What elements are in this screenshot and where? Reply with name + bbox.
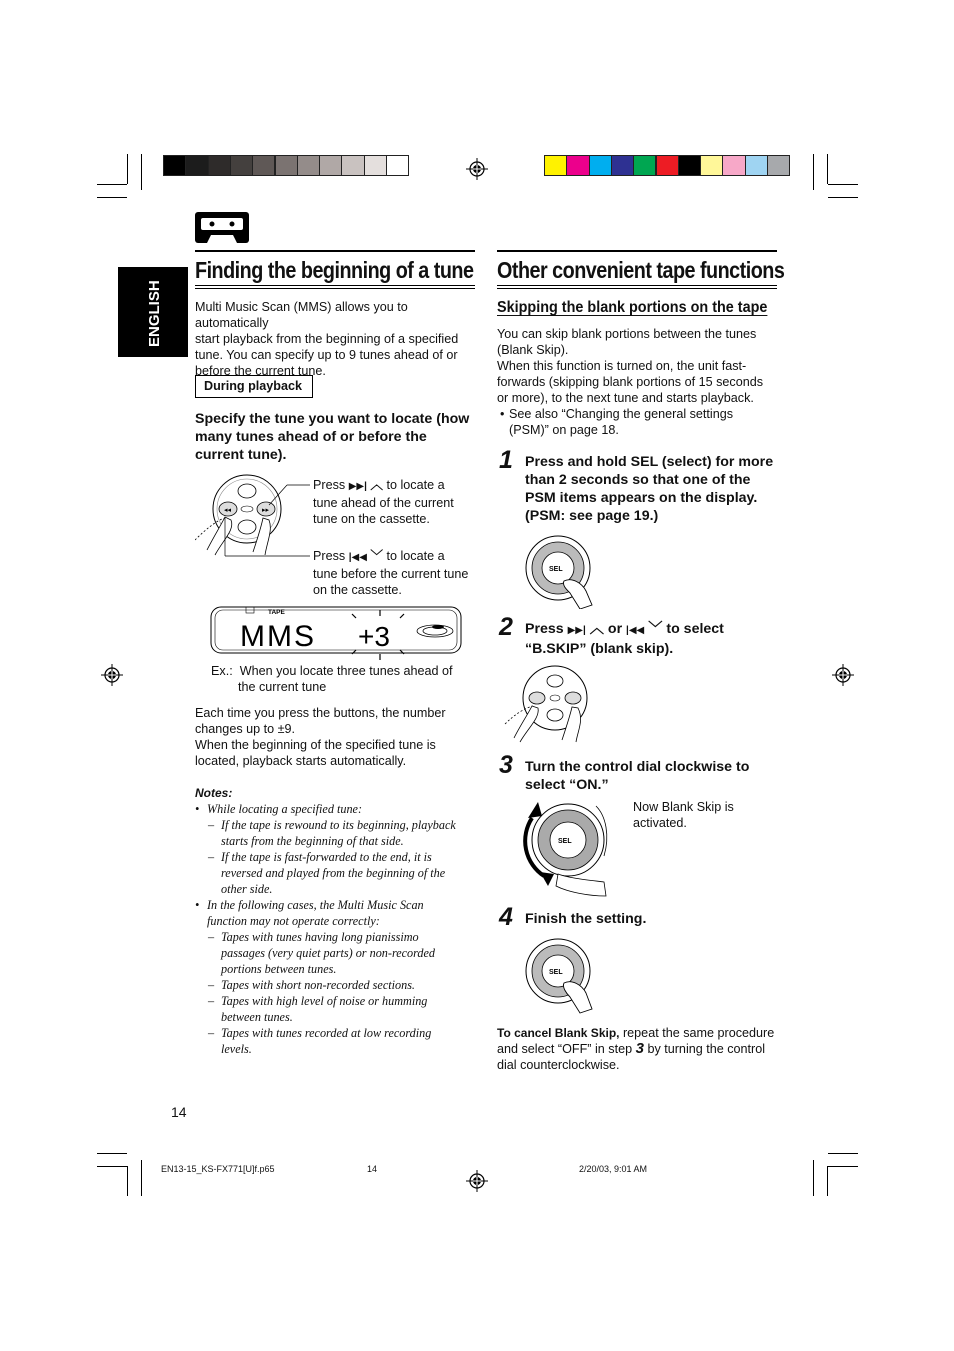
skip-button-cluster-illustration [195, 470, 310, 560]
color-swatch [678, 155, 701, 176]
crop-mark [97, 1166, 127, 1167]
title-underline [195, 288, 475, 289]
condition-box [195, 375, 313, 398]
display-main-text: MMS [240, 620, 316, 653]
cancel-instructions: To cancel Blank Skip, repeat the same procedure and select “OFF” in step 3 by turning the control dial counterclockwise. [497, 1026, 775, 1072]
language-tab-label: ENGLISH [146, 280, 163, 347]
crop-mark [97, 184, 127, 185]
registration-mark-icon [466, 1170, 488, 1192]
condition-label: During playback [204, 379, 302, 393]
dial-turn-clockwise-illustration [518, 796, 613, 900]
callout-back: Press |◀◀ ﹀ to locate a tune before the current tune on the cassette. [313, 549, 469, 597]
crop-mark [828, 1166, 858, 1167]
left-intro: Multi Music Scan (MMS) allows you to automatically start playback from the beginning of a specified tune. You can specify up to 9 tunes ahead of or before the current tune. [195, 300, 459, 378]
section-rule [497, 250, 777, 252]
color-swatch [633, 155, 656, 176]
note-item: • While locating a specified tune: [195, 802, 363, 816]
footer-date: 2/20/03, 9:01 AM [579, 1164, 648, 1174]
svg-text:SEL: SEL [549, 969, 563, 976]
section-rule [195, 250, 475, 252]
notes [195, 785, 480, 1057]
color-swatch [163, 155, 186, 176]
crop-mark [828, 184, 858, 185]
step-3-text: Turn the control dial clockwise to select “ON.” [525, 759, 750, 793]
crop-mark [828, 197, 858, 198]
next-track-icon: ▶▶| [567, 625, 586, 636]
crop-mark [141, 154, 142, 190]
note-item: • In the following cases, the Multi Music Scan function may not operate correctly: [195, 898, 424, 928]
tape-indicator: TAPE [268, 609, 285, 616]
up-caret-icon: ︿ [589, 621, 604, 637]
right-section-title: Other convenient tape functions [497, 257, 785, 283]
svg-text:◂◂: ◂◂ [224, 507, 232, 514]
next-track-icon: ▶▶| [348, 481, 367, 492]
color-swatch [364, 155, 387, 176]
color-swatch [544, 155, 567, 176]
crop-mark [827, 154, 828, 184]
step-1-text: Press and hold SEL (select) for more than 2 seconds so that one of the PSM items appears on the display. (PSM: see page 19.) [525, 454, 774, 524]
color-swatch [275, 155, 298, 176]
step-3-note: Now Blank Skip is activated. [633, 800, 734, 830]
crop-mark [97, 1153, 127, 1154]
crop-mark [813, 1160, 814, 1196]
color-swatch [700, 155, 723, 176]
color-swatch [341, 155, 364, 176]
color-swatch [319, 155, 342, 176]
right-subtitle: Skipping the blank portions on the tape [497, 299, 768, 316]
footer-sheet: 14 [367, 1164, 378, 1174]
footer-file: EN13-15_KS-FX771[U]f.p65 [161, 1164, 275, 1174]
left-instruction: Specify the tune you want to locate (how many tunes ahead of or before the current tune). [195, 411, 470, 463]
step-2-text: Press ▶▶| ︿ or |◀◀ ﹀ to select “B.SKIP” (blank skip). [525, 621, 724, 657]
registration-mark-icon [101, 664, 123, 686]
color-swatch [297, 155, 320, 176]
crop-mark [813, 154, 814, 190]
sel-dial-press-illustration [520, 935, 600, 1015]
note-item: – Tapes with high level of noise or humming between tunes. [208, 994, 428, 1024]
color-swatch [745, 155, 768, 176]
previous-track-icon: |◀◀ [348, 552, 367, 563]
display-value-text: +3 [358, 621, 390, 652]
svg-text:SEL: SEL [558, 838, 572, 845]
lcd-display-illustration [210, 604, 462, 664]
color-swatch [611, 155, 634, 176]
step-number: 4 [499, 903, 513, 931]
sel-dial-press-illustration [520, 533, 600, 609]
color-swatch [767, 155, 790, 176]
step-number: 3 [499, 751, 513, 779]
title-underline [497, 288, 777, 289]
crop-mark [828, 1153, 858, 1154]
svg-text:SEL: SEL [549, 566, 563, 573]
page-number: 14 [171, 1104, 187, 1120]
title-underline [195, 285, 475, 286]
registration-mark-icon [466, 158, 488, 180]
color-swatch [208, 155, 231, 176]
up-caret-icon: ︿ [370, 478, 383, 492]
color-swatch [230, 155, 253, 176]
note-item: – If the tape is fast-forwarded to the end, it is reversed and played from the beginning of the other side. [208, 850, 446, 896]
crop-mark [827, 1166, 828, 1196]
crop-mark [127, 154, 128, 184]
crop-mark [97, 197, 127, 198]
notes-heading: Notes: [195, 786, 233, 800]
color-swatch [386, 155, 409, 176]
color-swatch [185, 155, 208, 176]
right-intro: You can skip blank portions between the tunes (Blank Skip). When this function is turned on, the unit fast- forwards (skipping blank portions of 15 seconds or more), to the next tune and starts playback. • See also “Changing the general settings (PSM)” on page 18. [497, 327, 764, 437]
previous-track-icon: |◀◀ [626, 625, 645, 636]
step-4-text: Finish the setting. [525, 911, 647, 927]
step-number: 1 [499, 446, 513, 474]
color-swatch [252, 155, 275, 176]
left-after-text: Each time you press the buttons, the number changes up to ±9. When the beginning of the specified tune is located, playback starts automatically. [195, 706, 446, 768]
color-swatch [722, 155, 745, 176]
svg-text:▸▸: ▸▸ [262, 507, 270, 514]
down-caret-icon: ﹀ [648, 621, 663, 637]
down-caret-icon: ﹀ [370, 549, 383, 563]
crop-mark [127, 1166, 128, 1196]
left-section-title: Finding the beginning of a tune [195, 257, 474, 283]
color-swatch [566, 155, 589, 176]
note-item: – If the tape is rewound to its beginning, playback starts from the beginning of that side. [208, 818, 456, 848]
note-item: – Tapes with short non-recorded sections. [208, 978, 415, 992]
step-number: 2 [499, 613, 513, 641]
registration-mark-icon [832, 664, 854, 686]
skip-button-press-illustration [500, 664, 612, 744]
crop-mark [141, 1160, 142, 1196]
display-example: Ex.: When you locate three tunes ahead of the current tune [211, 664, 453, 694]
note-item: – Tapes with tunes having long pianissimo passages (very quiet parts) or non-recorded portions between tunes. [208, 930, 436, 976]
title-underline [497, 285, 777, 286]
note-item: – Tapes with tunes recorded at low recording levels. [208, 1026, 432, 1056]
callout-forward: Press ▶▶| ︿ to locate a tune ahead of the current tune on the cassette. [313, 478, 454, 526]
cassette-icon [195, 212, 249, 243]
color-swatch [656, 155, 679, 176]
color-swatch [589, 155, 612, 176]
